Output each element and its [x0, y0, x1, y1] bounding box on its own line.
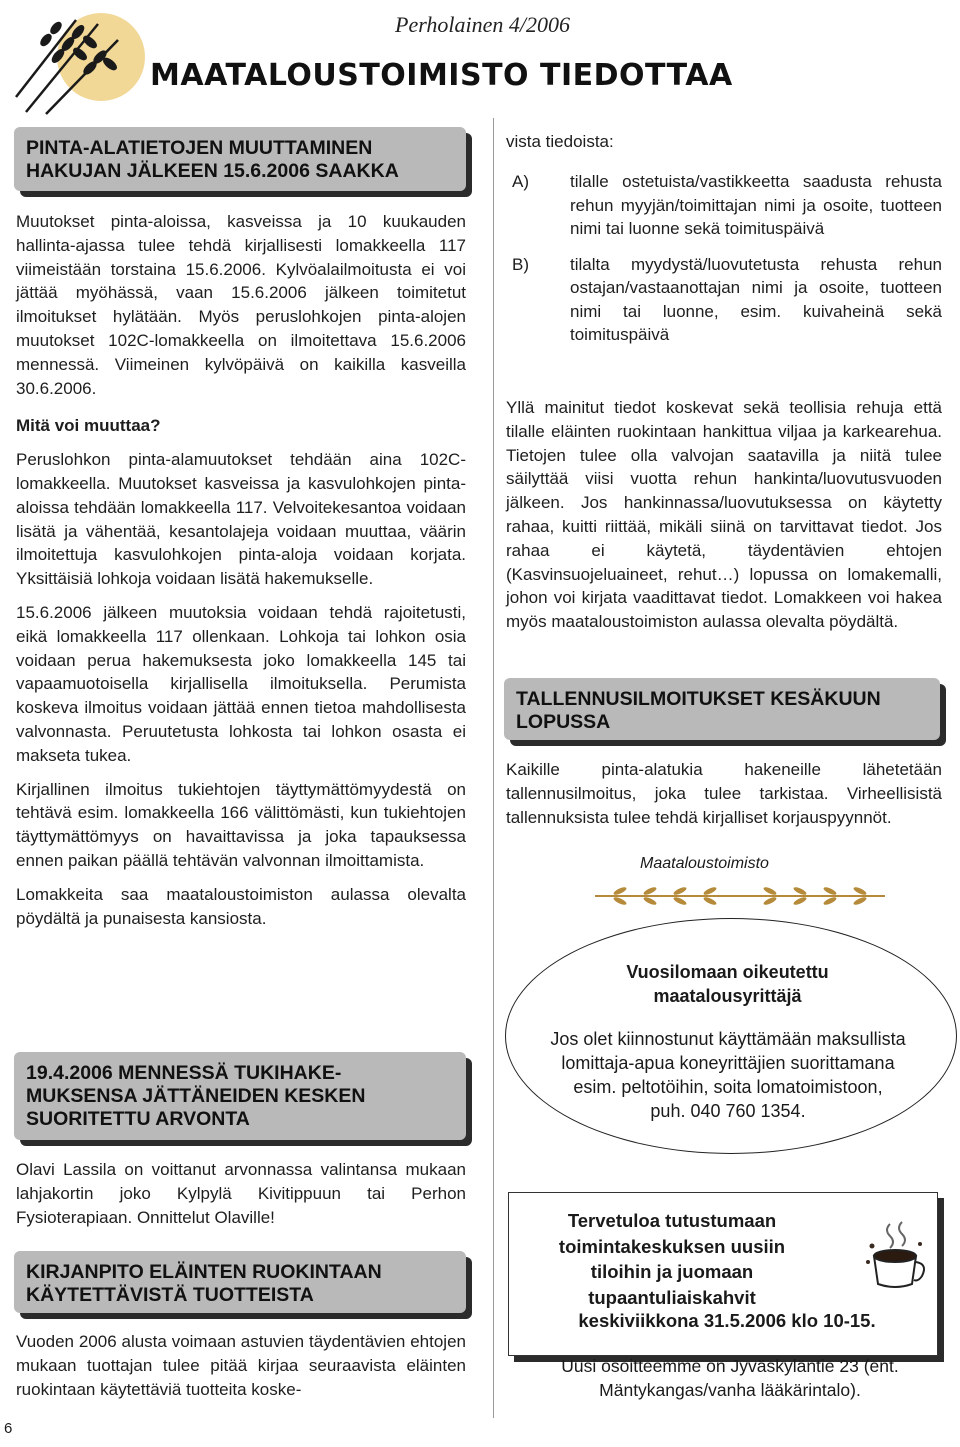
wheat-logo-icon — [6, 2, 156, 117]
subheading: Mitä voi muuttaa? — [16, 416, 161, 436]
wheat-divider-icon — [590, 882, 890, 908]
left-column-text — [16, 210, 466, 940]
kirjanpito-text — [16, 1330, 466, 1411]
paragraph: Vuoden 2006 alusta voimaan astuvien täydentävien ehtojen mukaan tuottajan tulee pitää kirjaa seuraavista eläinten ruokintaan käytettäviä tuotteita koske- — [16, 1332, 466, 1399]
paragraph: Lomakkeita saa maataloustoimiston aulassa olevalta pöydältä ja punaisesta kansiosta. — [16, 884, 466, 928]
paragraph: Olavi Lassila on voittanut arvonnassa valintansa mukaan lahjakortin joko Kylpylä Kivitippuun tai Perhon Fysioterapiaan. Onnittelut Olaville! — [16, 1160, 466, 1227]
heading-tallennusilmoitukset: TALLENNUSILMOITUKSET KESÄKUUN LOPUSSA — [504, 678, 940, 740]
heading-arvonta: 19.4.2006 MENNESSÄ TUKIHAKE- MUKSENSA JÄTTÄNEIDEN KESKEN SUORITETTU ARVONTA — [14, 1052, 466, 1140]
right-paragraph: Yllä mainitut tiedot koskevat sekä teollisia rehuja että tilalle eläinten ruokintaan hankittua viljaa ja karkearehua. Tietojen tulee olla valvojan saatavilla ja niitä tulee säilyttää viisi vuotta rehun hankinta/luovutusvuoden jälkeen. Jos hankinnassa/luovutuksessa on käytetty rahaa, kuitti riittää, mikäli siinä on tarvittavat tiedot. Jos rahaa ei käytetä, täydentävien ehtojen (Kasvinsuojeluaineet, rehut…) lopussa on lomakemalli, johon voi kirjata vaadittavat tiedot. Lomakkeen voi hakea myös maataloustoimiston aulassa olevalta pöydältä. — [506, 398, 942, 632]
list-item: A) tilalle ostetuista/vastikkeetta saadusta rehusta rehun myyjän/toimittajan nimi ja osoite, tuotteen nimi tai luonne sekä toimituspäivä — [512, 172, 942, 238]
coffee-cup-icon — [860, 1218, 930, 1296]
vacation-ad-body: Jos olet kiinnostunut käyttämään maksullista lomittaja-apua koneyrittäjien suorittamana esim. peltotöihin, soita lomatoimistoon, puh. 040 760 1354. — [550, 1029, 906, 1121]
paragraph: Kirjallinen ilmoitus tukiehtojen täyttymättömyydestä on tehtävä esim. lomakkeella 166 välittömästi, kun tukiehtojen täyttymättömyys on havaittavissa ja joka tapauksessa ennen paikan päällä tehtävän valvonnan ilmoittamista. — [16, 779, 466, 870]
masthead-title: MAATALOUSTOIMISTO TIEDOTTAA — [150, 58, 733, 93]
signature: Maataloustoimisto — [640, 855, 769, 872]
publication-issue: Perholainen 4/2006 — [395, 12, 570, 37]
new-address: Uusi osoitteemme on Jyväskyläntie 23 (ent. Mäntykangas/vanha lääkärintalo). — [561, 1356, 899, 1400]
column-divider — [493, 118, 494, 1418]
list-item: B) tilalta myydystä/luovutetusta rehusta rehun ostajan/vastaanottajan nimi ja osoite, tuotteen nimi tai luonne, esim. kuivaheinä sekä toimituspäivä — [512, 254, 942, 344]
vacation-ad-title: Vuosilomaan oikeutettu maatalousyrittäjä — [626, 962, 829, 1006]
feed-record-list — [512, 170, 942, 359]
paragraph: Muutokset pinta-aloissa, kasveissa ja 10 kuukauden hallinta-ajassa tulee tehdä kirjallisesti lomakkeella 117 viimeistään torstaina 15.6.2006. Kylvöalailmoitusta ei voi jättää myöhässä, vaan 15.6.2006 jälkeen toimitetut ilmoitukset hylätään. Myös peruslohkojen pinta-alojen muutokset 102C-lomakkeella on ilmoitettava 15.6.2006 mennessä. Viimeinen kylvöpäivä on kaikilla kasveilla 30.6.2006. — [16, 212, 466, 398]
coffee-invitation-date: keskiviikkona 31.5.2006 klo 10-15. — [578, 1310, 876, 1331]
paragraph: Peruslohkon pinta-alamuutokset tehdään aina 102C-lomakkeella. Muutokset kasveissa ja kasvulohkojen pinta-aloissa tehdään lomakkeella 117. Velvoitekesantoa voidaan lisätä ja vähentää, kesantolajeja voidaan muuttaa, väärin ilmoitettuja kasvulohkojen pinta-aloja voidaan korjata. Yksittäisiä lohkoja voidaan lisätä hakemukselle. — [16, 450, 466, 589]
arvonta-text — [16, 1158, 466, 1239]
heading-kirjanpito: KIRJANPITO ELÄINTEN RUOKINTAAN KÄYTETTÄVISTÄ TUOTTEISTA — [14, 1251, 466, 1313]
coffee-invitation-title: Tervetuloa tutustumaan toimintakeskuksen uusiin tiloihin ja juomaan tupaantuliaiskahvit — [558, 1210, 786, 1308]
tallennus-text: Kaikille pinta-alatukia hakeneille lähetetään tallennusilmoitus, joka tulee tarkistaa. Virheellisistä tallennuksista tulee tehdä kirjalliset korjauspyynnöt. — [506, 760, 942, 827]
heading-pinta-alatietojen: PINTA-ALATIETOJEN MUUTTAMINEN HAKUJAN JÄLKEEN 15.6.2006 SAAKKA — [14, 127, 466, 191]
right-intro: vista tiedoista: — [506, 132, 614, 151]
page-number: 6 — [4, 1420, 13, 1437]
paragraph: 15.6.2006 jälkeen muutoksia voidaan tehdä rajoitetusti, eikä lomakkeella 117 ollenkaan. Lohkoja tai lohkon osia voidaan perua hakemuksesta joko lomakkeella 145 tai vapaamuotoisella kirjallisella ilmoituksella. Perumista koskeva ilmoitus voidaan jättää ennen tietoa mahdollisesta valvonnasta. Peruutetusta lohkosta tai lohkon osasta ei makseta tukea. — [16, 602, 466, 765]
